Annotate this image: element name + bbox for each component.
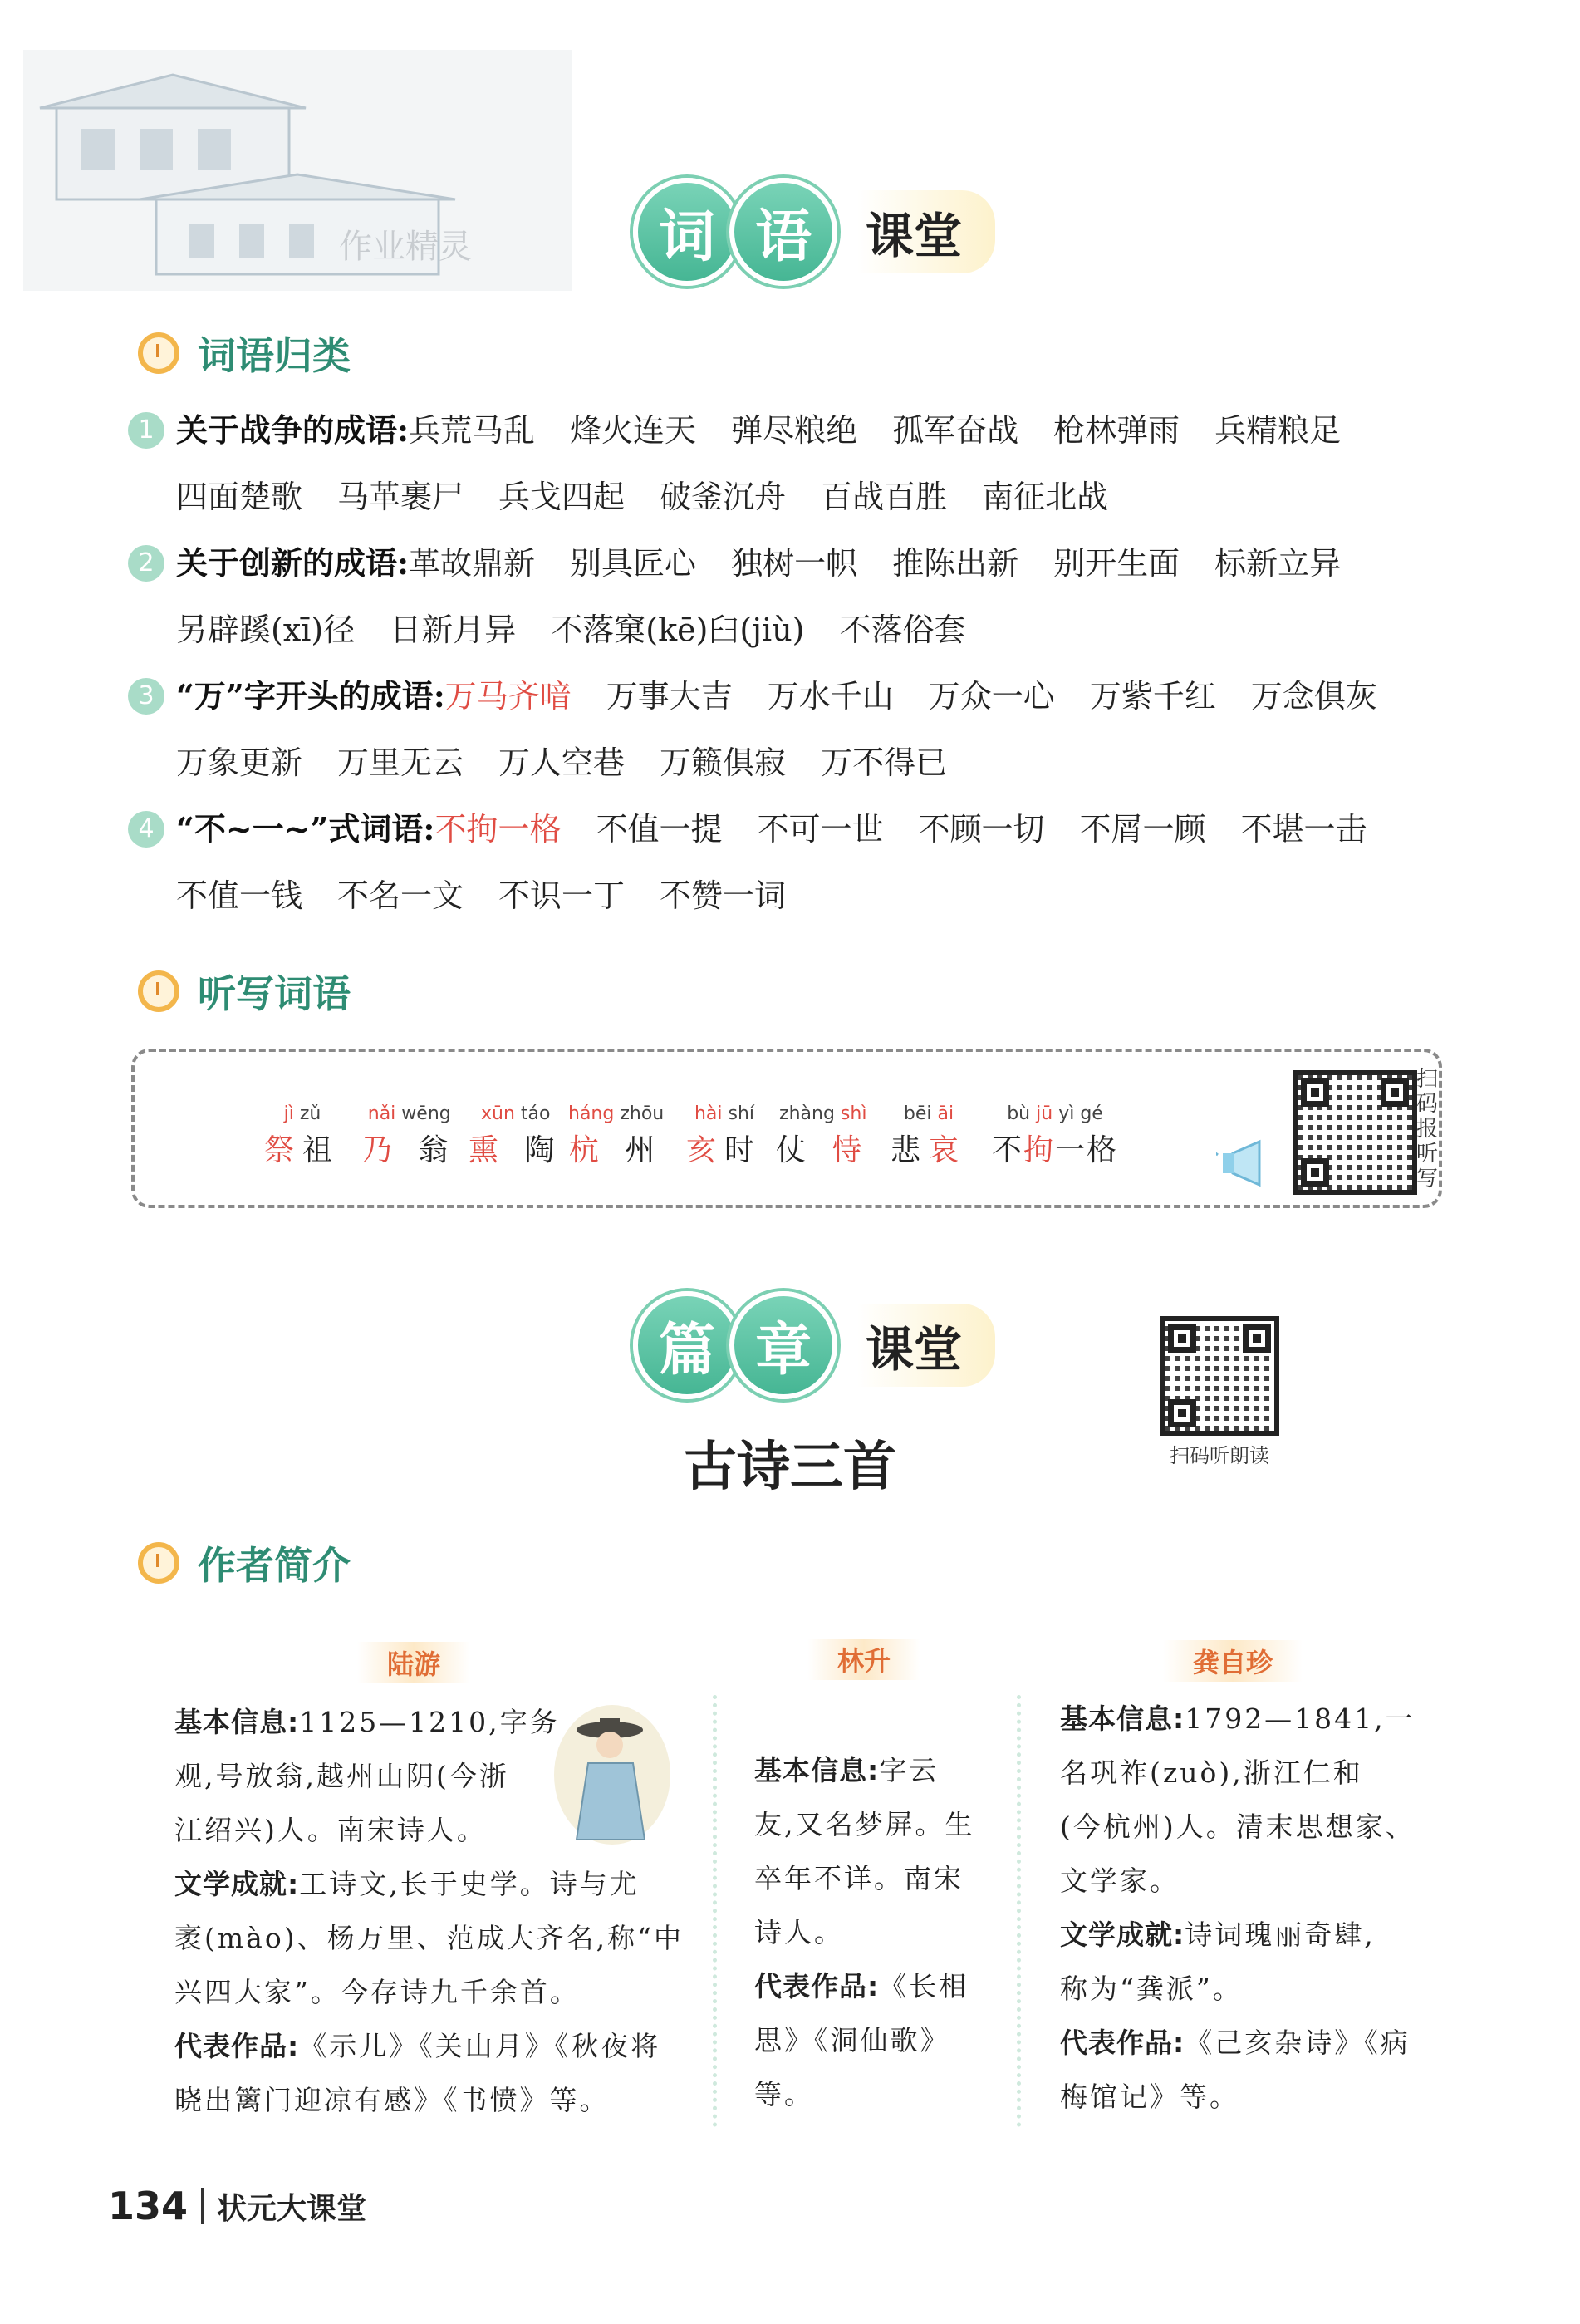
category-line bbox=[176, 743, 982, 783]
pinyin: hài bbox=[694, 1103, 723, 1124]
highlighted-word: 万马齐喑 bbox=[444, 678, 572, 715]
word: 兵戈四起 bbox=[498, 479, 626, 515]
category-line bbox=[176, 676, 1412, 716]
qr-code-reading[interactable] bbox=[1160, 1316, 1279, 1436]
banner-char: 章 bbox=[729, 1291, 837, 1399]
hanzi: 熏 bbox=[469, 1133, 508, 1167]
word: 四面楚歌 bbox=[176, 479, 303, 515]
section-title-dictation bbox=[138, 964, 351, 1019]
word: 万人空巷 bbox=[498, 744, 626, 781]
hanzi: 格 bbox=[1087, 1133, 1119, 1167]
word: 万象更新 bbox=[176, 744, 303, 781]
section-title-authors bbox=[138, 1535, 351, 1590]
word: 破釜沉舟 bbox=[660, 479, 787, 515]
dictation-word bbox=[362, 1103, 456, 1169]
word: 万不得已 bbox=[821, 744, 948, 781]
word: 枪林弹雨 bbox=[1053, 412, 1180, 449]
hanzi: 祭 bbox=[264, 1133, 303, 1167]
megaphone-icon bbox=[1216, 1138, 1276, 1188]
category-line bbox=[176, 410, 1376, 450]
pinyin: yì bbox=[1058, 1103, 1075, 1124]
hanzi: 拘 bbox=[1023, 1133, 1056, 1167]
dictation-word bbox=[264, 1103, 341, 1169]
word: 革故鼎新 bbox=[409, 545, 536, 582]
hanzi: 不 bbox=[992, 1133, 1024, 1167]
banner-word: 课堂 bbox=[857, 190, 995, 273]
word: 万念俱灰 bbox=[1250, 678, 1377, 715]
word: 另辟蹊(xī)径 bbox=[176, 612, 356, 648]
poem-title: 古诗三首 bbox=[684, 1436, 896, 1498]
section-title-categories bbox=[138, 326, 351, 381]
word: 百战百胜 bbox=[821, 479, 948, 515]
highlighted-word: 不拘一格 bbox=[434, 811, 562, 848]
pinyin: zǔ bbox=[299, 1103, 321, 1124]
pinyin: āi bbox=[937, 1103, 954, 1124]
alarm-clock-icon bbox=[138, 970, 179, 1012]
book-title: 状元大课堂 bbox=[217, 2190, 367, 2226]
hanzi: 仗 bbox=[776, 1133, 815, 1167]
architecture-illustration bbox=[23, 50, 572, 291]
section-title-text: 词语归类 bbox=[198, 333, 351, 378]
author-info-luyou: 基本信息:1125—1210,字务 观,号放翁,越州山阴(今浙 江绍兴)人。南宋诗人。 文学成就:工诗文,长于史学。诗与尤 袤(mào)、杨万里、范成大齐名,称“中 兴四大家”。今存诗九千余首。 代表作品:《示儿》《关山月》《秋夜将 晓出篱门迎凉有感》《书愤》等。 bbox=[174, 1706, 684, 2116]
category-label: 关于创新的成语: bbox=[176, 544, 410, 582]
scan-report-label: 扫码报听写 bbox=[1416, 1067, 1438, 1191]
word: 孤军奋战 bbox=[892, 412, 1019, 449]
word: 独树一帜 bbox=[731, 545, 858, 582]
pinyin: bù bbox=[1007, 1103, 1031, 1124]
word: 南征北战 bbox=[982, 479, 1109, 515]
category-label: “万”字开头的成语: bbox=[176, 677, 445, 715]
dictation-word bbox=[776, 1103, 870, 1169]
category-line bbox=[176, 610, 1001, 650]
category-line bbox=[176, 477, 1143, 517]
pinyin: háng bbox=[568, 1103, 615, 1124]
pinyin: táo bbox=[520, 1103, 551, 1124]
pinyin: nǎi bbox=[367, 1103, 396, 1124]
section-title-text: 作者简介 bbox=[198, 1543, 351, 1588]
pinyin: jū bbox=[1036, 1103, 1053, 1124]
word-class-banner bbox=[633, 178, 995, 286]
category-number: 3 bbox=[128, 678, 164, 715]
word: 不顾一切 bbox=[918, 811, 1045, 848]
banner-char: 语 bbox=[729, 178, 837, 286]
column-divider bbox=[1017, 1695, 1021, 2127]
word: 万里无云 bbox=[337, 744, 464, 781]
alarm-clock-icon bbox=[138, 1542, 179, 1584]
category-line bbox=[176, 876, 821, 916]
pinyin: bēi bbox=[903, 1103, 932, 1124]
hanzi: 陶 bbox=[524, 1133, 563, 1167]
word: 标新立异 bbox=[1214, 545, 1342, 582]
category-number: 4 bbox=[128, 811, 164, 848]
banner-word: 课堂 bbox=[857, 1304, 995, 1387]
word: 万紫千红 bbox=[1089, 678, 1216, 715]
word: 弹尽粮绝 bbox=[731, 412, 858, 449]
word: 不值一提 bbox=[596, 811, 723, 848]
word: 不识一丁 bbox=[498, 877, 626, 914]
banner-char: 词 bbox=[633, 178, 741, 286]
dictation-word bbox=[469, 1103, 562, 1169]
category-line bbox=[176, 809, 1402, 849]
dictation-word bbox=[686, 1103, 763, 1169]
author-info-linsheng: 基本信息:字云 友,又名梦屏。生 卒年不详。南宋 诗人。 代表作品:《长相 思》《洞仙歌》等。 bbox=[754, 1754, 975, 2110]
hanzi: 乃 bbox=[362, 1133, 401, 1167]
hanzi: 悲 bbox=[891, 1133, 930, 1167]
author-name: 陆游 bbox=[357, 1642, 470, 1683]
banner-char: 篇 bbox=[633, 1291, 741, 1399]
author-name: 龚自珍 bbox=[1163, 1640, 1303, 1682]
word: 别具匠心 bbox=[570, 545, 697, 582]
hanzi: 亥 bbox=[686, 1133, 725, 1167]
word: 别开生面 bbox=[1053, 545, 1180, 582]
category-number: 1 bbox=[128, 412, 164, 449]
alarm-clock-icon bbox=[138, 332, 179, 374]
author-name: 林升 bbox=[807, 1639, 920, 1680]
word: 不名一文 bbox=[337, 877, 464, 914]
column-divider bbox=[713, 1695, 717, 2127]
category-label: “不~一~”式词语: bbox=[176, 810, 435, 848]
pinyin: wēng bbox=[401, 1103, 451, 1124]
pinyin: gé bbox=[1080, 1103, 1103, 1124]
word: 不落窠(kē)臼(jiù) bbox=[551, 612, 805, 648]
word: 万籁俱寂 bbox=[660, 744, 787, 781]
qr-code-dictation[interactable] bbox=[1293, 1070, 1417, 1195]
author-info-gongzizhen: 基本信息:1792—1841,一 名巩祚(zuò),浙江仁和 (今杭州)人。清末思想家、 文学家。 文学成就:诗词瑰丽奇肆, 称为“龚派”。 代表作品:《己亥杂诗》《病 梅馆记》等。 bbox=[1060, 1702, 1416, 2113]
pinyin: zhōu bbox=[620, 1103, 665, 1124]
pinyin: jì bbox=[283, 1103, 294, 1124]
pinyin: shí bbox=[728, 1103, 755, 1124]
hanzi: 一 bbox=[1055, 1133, 1087, 1167]
category-number: 2 bbox=[128, 545, 164, 582]
hanzi: 州 bbox=[625, 1133, 664, 1167]
pinyin: zhàng bbox=[779, 1103, 835, 1124]
scan-read-label: 扫码听朗读 bbox=[1170, 1444, 1269, 1467]
section-title-text: 听写词语 bbox=[198, 971, 351, 1016]
footer-divider bbox=[201, 2188, 204, 2224]
passage-class-banner bbox=[633, 1291, 995, 1399]
dictation-word bbox=[568, 1103, 664, 1169]
word: 推陈出新 bbox=[892, 545, 1019, 582]
word: 万事大吉 bbox=[606, 678, 733, 715]
page-number: 134 bbox=[108, 2184, 189, 2228]
word: 不赞一词 bbox=[660, 877, 787, 914]
hanzi: 恃 bbox=[832, 1133, 871, 1167]
category-label: 关于战争的成语: bbox=[176, 411, 410, 449]
watermark-text: 作业精灵 bbox=[339, 228, 472, 266]
word: 不堪一击 bbox=[1240, 811, 1367, 848]
pinyin: xūn bbox=[481, 1103, 515, 1124]
word: 不屑一顾 bbox=[1079, 811, 1206, 848]
word: 马革裹尸 bbox=[337, 479, 464, 515]
word: 兵荒马乱 bbox=[409, 412, 536, 449]
word: 万水千山 bbox=[767, 678, 894, 715]
word: 兵精粮足 bbox=[1214, 412, 1342, 449]
hanzi: 祖 bbox=[302, 1133, 341, 1167]
word: 不落俗套 bbox=[839, 612, 966, 648]
pinyin: shì bbox=[840, 1103, 867, 1124]
word: 不可一世 bbox=[757, 811, 884, 848]
hanzi: 时 bbox=[724, 1133, 763, 1167]
word: 万众一心 bbox=[928, 678, 1055, 715]
category-line bbox=[176, 543, 1376, 583]
hanzi: 杭 bbox=[568, 1133, 607, 1167]
dictation-word bbox=[891, 1103, 967, 1169]
hanzi: 哀 bbox=[929, 1133, 968, 1167]
word: 烽火连天 bbox=[570, 412, 697, 449]
word: 日新月异 bbox=[390, 612, 517, 648]
hanzi: 翁 bbox=[418, 1133, 457, 1167]
word: 不值一钱 bbox=[176, 877, 303, 914]
page-footer bbox=[108, 2184, 366, 2228]
dictation-word bbox=[992, 1103, 1118, 1169]
